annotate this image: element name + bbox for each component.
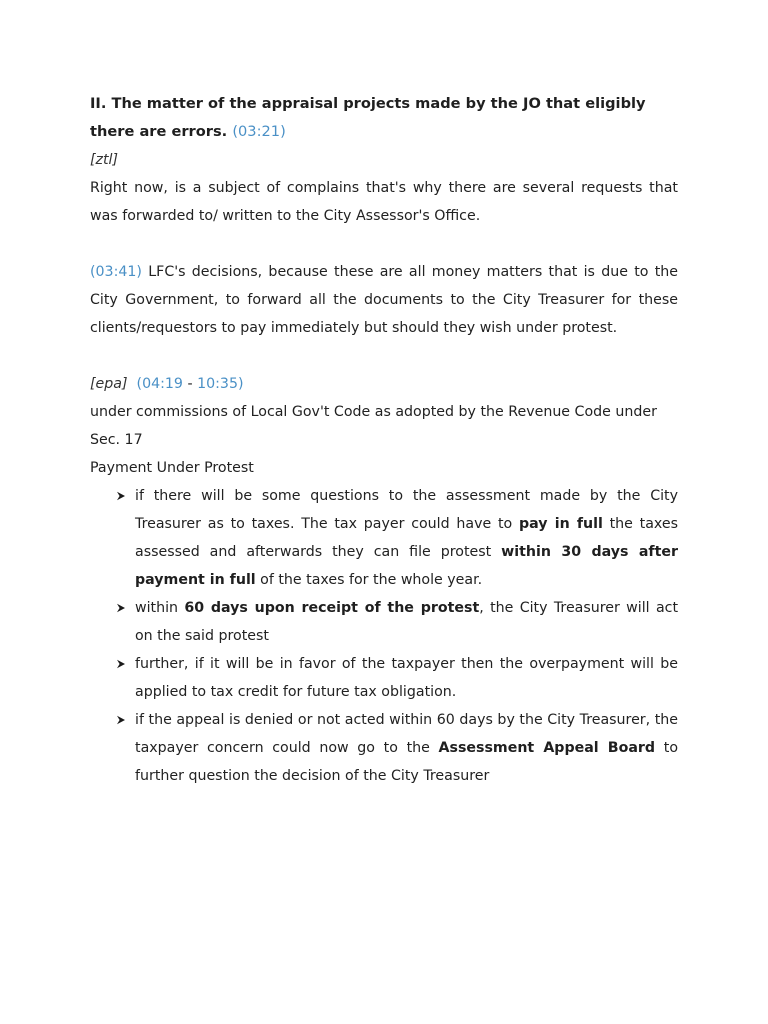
paragraph: under commissions of Local Gov't Code as adopted by the Revenue Code under Sec. 17 <box>90 404 657 448</box>
arrow-right-icon <box>114 594 128 622</box>
list-item-text: further, if it will be in favor of the taxpayer then the overpayment will be applied to tax credit for future tax obligation. <box>135 656 678 700</box>
list-item <box>90 482 678 594</box>
list-item-text: to further question the decision of the City Treasurer <box>135 740 678 784</box>
emphasis-text: within 30 days after payment in full <box>135 544 678 588</box>
arrow-right-icon <box>114 650 128 678</box>
timestamp-separator: - <box>182 376 198 392</box>
arrow-right-icon <box>114 706 128 734</box>
timestamp-link[interactable]: 10:35) <box>197 376 244 392</box>
paragraph-text: LFC's decisions, because these are all money matters that is due to the City Government, to forward all the documents to the City Treasurer for these clients/requestors to pay immediately but should they wish under protest. <box>90 264 679 336</box>
spacer <box>90 230 678 258</box>
list-item <box>90 594 678 650</box>
emphasis-text: 60 days upon receipt of the protest <box>184 600 480 616</box>
emphasis-text: pay in full <box>518 516 603 532</box>
timestamp-link[interactable]: (03:41) <box>90 264 142 280</box>
list-item-text: of the taxes for the whole year. <box>255 572 483 588</box>
timestamp-link[interactable]: (03:21) <box>232 123 286 140</box>
section-heading <box>90 90 678 146</box>
list-item-text: within <box>135 600 185 616</box>
spacer <box>90 342 678 370</box>
list-item-text: if the appeal is denied or not acted within 60 days by the City Treasurer, the taxpayer concern could now go to the <box>135 712 678 756</box>
document-page <box>90 90 678 790</box>
section-heading-text: II. The matter of the appraisal projects made by the JO that eligibly there are errors. <box>90 95 646 140</box>
paragraph: Right now, is a subject of complains that's why there are several requests that was forwarded to/ written to the City Assessor's Office. <box>90 180 678 224</box>
list-item-text: the taxes assessed and afterwards they can file protest <box>135 516 679 560</box>
list-item-text: , the City Treasurer will act on the said protest <box>135 600 679 644</box>
speaker-line <box>90 370 678 398</box>
list-item-text: if there will be some questions to the assessment made by the City Treasurer as to taxes. The tax payer could have to <box>135 488 678 532</box>
speaker-tag: [ztl] <box>90 152 119 168</box>
paragraph <box>90 258 678 342</box>
speaker-tag: [epa] <box>90 376 128 392</box>
bullet-list <box>90 482 678 790</box>
paragraph: Payment Under Protest <box>90 460 254 476</box>
emphasis-text: Assessment Appeal Board <box>438 740 656 756</box>
list-item <box>90 706 678 790</box>
list-item <box>90 650 678 706</box>
timestamp-link[interactable]: (04:19 <box>136 376 183 392</box>
arrow-right-icon <box>114 482 128 510</box>
